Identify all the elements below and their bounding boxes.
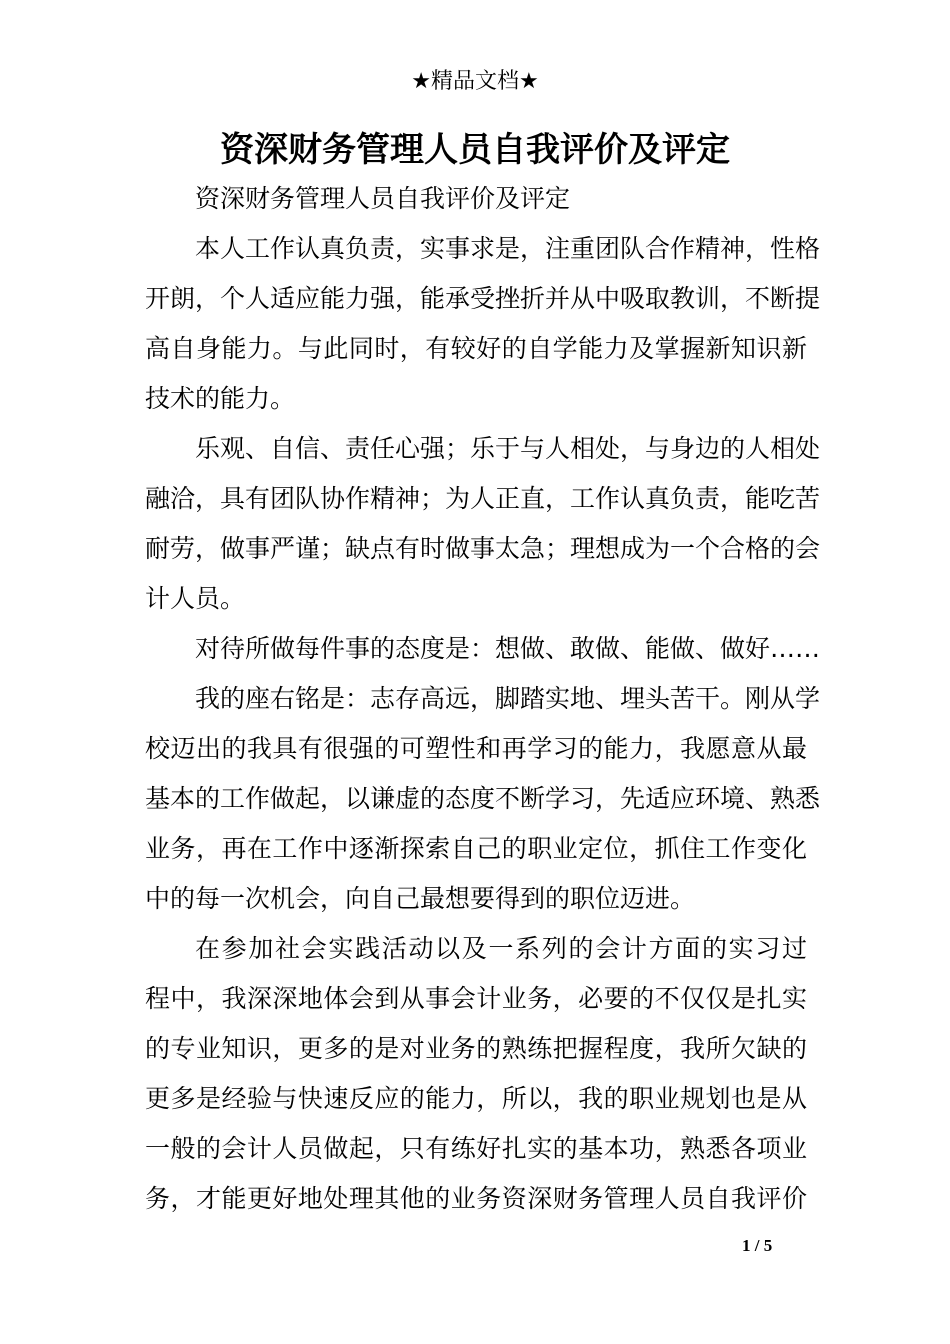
text-line: 务，才能更好地处理其他的业务资深财务管理人员自我评价: [145, 1184, 807, 1213]
document-header: ★精品文档★: [411, 69, 539, 94]
text-line: 高自身能力。与此同时，有较好的自学能力及掌握新知识新: [145, 334, 807, 363]
text-line: 融洽，具有团队协作精神；为人正直，工作认真负责，能吃苦: [145, 484, 821, 513]
text-line: 程中，我深深地体会到从事会计业务，必要的不仅仅是扎实: [145, 984, 807, 1013]
text-line: 基本的工作做起，以谦虚的态度不断学习，先适应环境、熟悉: [145, 784, 821, 813]
document-body: [145, 174, 821, 1224]
text-line: 资深财务管理人员自我评价及评定: [195, 184, 571, 213]
document-title: 资深财务管理人员自我评价及评定: [220, 130, 730, 170]
text-line: 技术的能力。: [145, 384, 296, 413]
text-line: 在参加社会实践活动以及一系列的会计方面的实习过: [195, 934, 807, 963]
text-line: 一般的会计人员做起，只有练好扎实的基本功，熟悉各项业: [145, 1134, 807, 1163]
text-line: 本人工作认真负责，实事求是，注重团队合作精神，性格: [195, 234, 821, 263]
page-number: 1 / 5: [742, 1236, 773, 1255]
text-line: 中的每一次机会，向自己最想要得到的职位迈进。: [145, 884, 696, 913]
text-line: 的专业知识，更多的是对业务的熟练把握程度，我所欠缺的: [145, 1034, 807, 1063]
text-line: 校迈出的我具有很强的可塑性和再学习的能力，我愿意从最: [145, 734, 807, 763]
text-line: 更多是经验与快速反应的能力，所以，我的职业规划也是从: [145, 1084, 807, 1113]
text-line: 对待所做每件事的态度是：想做、敢做、能做、做好……: [195, 634, 821, 663]
text-line: 乐观、自信、责任心强；乐于与人相处，与身边的人相处: [195, 434, 821, 463]
text-line: 计人员。: [145, 584, 246, 613]
text-line: 我的座右铭是：志存高远，脚踏实地、埋头苦干。刚从学: [195, 684, 821, 713]
text-line: 开朗，个人适应能力强，能承受挫折并从中吸取教训，不断提: [145, 284, 821, 313]
text-line: 业务，再在工作中逐渐探索自己的职业定位，抓住工作变化: [145, 834, 807, 863]
text-line: 耐劳，做事严谨；缺点有时做事太急；理想成为一个合格的会: [145, 534, 821, 563]
